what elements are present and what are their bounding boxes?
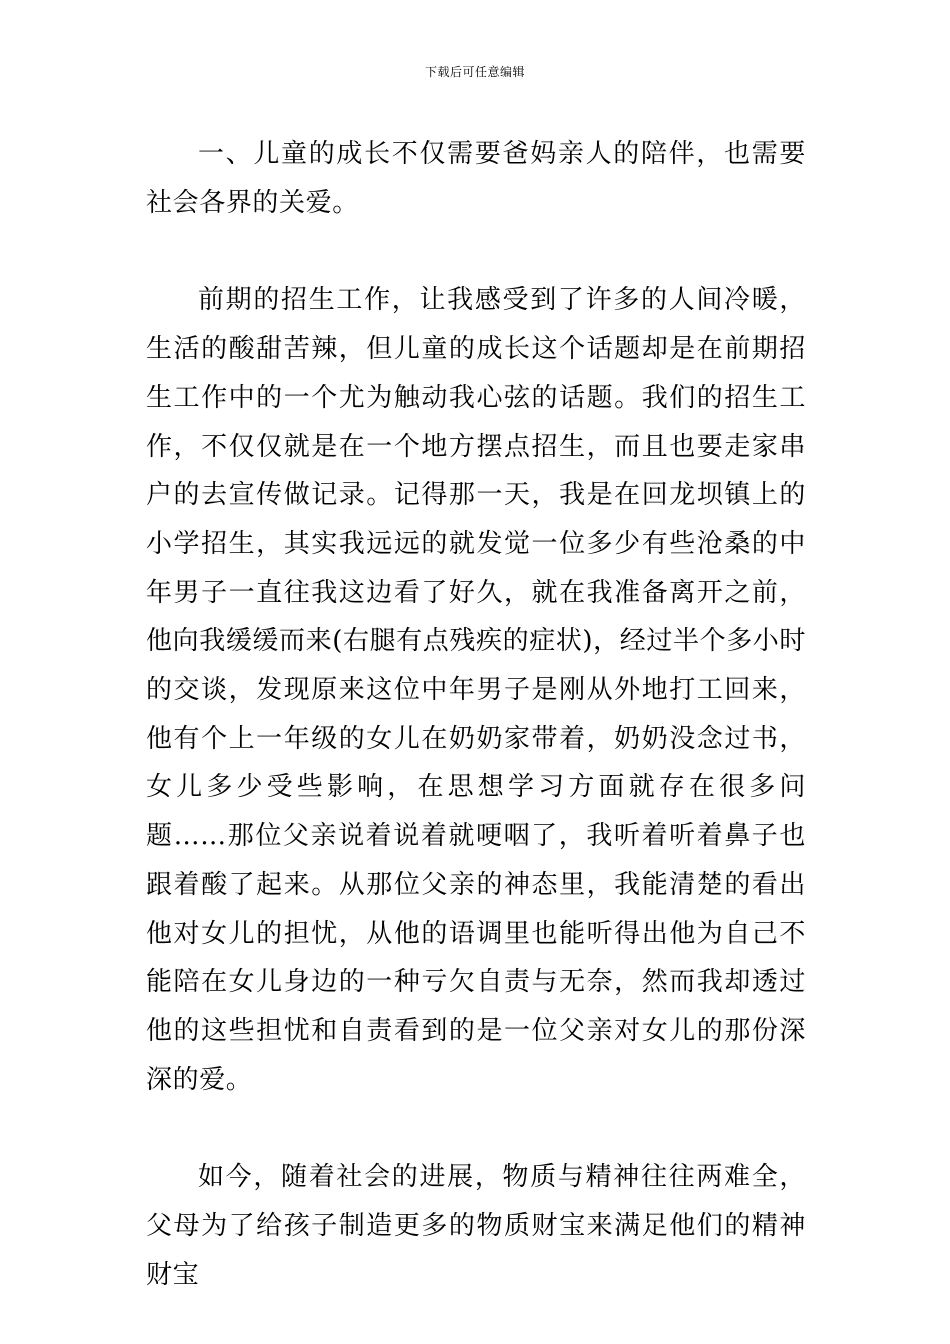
paragraph-2: 前期的招生工作，让我感受到了许多的人间冷暖，生活的酸甜苦辣，但儿童的成长这个话题却是在前期招生工作中的一个尤为触动我心弦的话题。我们的招生工作，不仅仅就是在一个地方摆点招生，而且也要走家串户的去宣传做记录。记得那一天，我是在回龙坝镇上的小学招生，其实我远远的就发觉一位多少有些沧桑的中年男子一直往我这边看了好久，就在我准备离开之前，他向我缓缓而来(右腿有点残疾的症状)，经过半个多小时的交谈，发现原来这位中年男子是刚从外地打工回来，他有个上一年级的女儿在奶奶家带着，奶奶没念过书，女儿多少受些影响，在思想学习方面就存在很多问题……那位父亲说着说着就哽咽了，我听着听着鼻子也跟着酸了起来。从那位父亲的神态里，我能清楚的看出他对女儿的担忧，从他的语调里也能听得出他为自己不能陪在女儿身边的一种亏欠自责与无奈，然而我却透过他的这些担忧和自责看到的是一位父亲对女儿的那份深深的爱。: [146, 285, 806, 1095]
page-header-note: 下载后可任意编辑: [424, 65, 525, 79]
paragraph-1: 一、儿童的成长不仅需要爸妈亲人的陪伴，也需要社会各界的关爱。: [146, 139, 806, 218]
document-body: [146, 130, 806, 1299]
paragraph-3: 如今，随着社会的进展，物质与精神往往两难全，父母为了给孩子制造更多的物质财宝来满足他们的精神财宝: [146, 1162, 806, 1290]
